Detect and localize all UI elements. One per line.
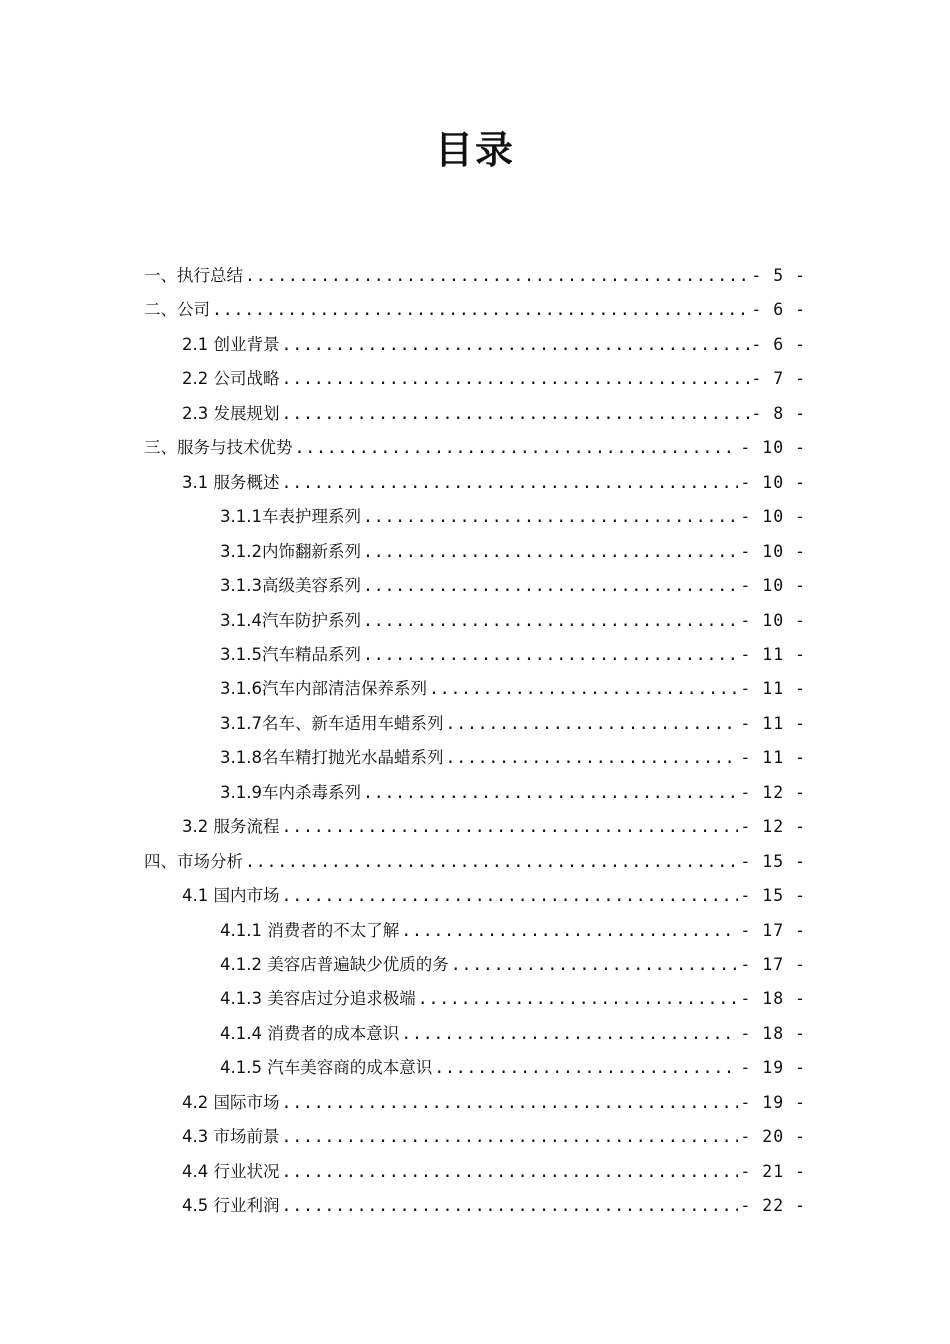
toc-leader-dots	[363, 569, 738, 603]
toc-leader-dots	[445, 741, 738, 775]
toc-entry-label: 4.1.2 美容店普遍缺少优质的务	[220, 955, 449, 974]
toc-entry-label: 4.1.1 消费者的不太了解	[220, 921, 400, 940]
toc-entry-page-number: - 7 -	[751, 369, 806, 388]
toc-entry[interactable]	[182, 1155, 806, 1189]
toc-entry-label: 三、服务与技术优势	[144, 438, 293, 457]
toc-entry[interactable]	[220, 707, 806, 741]
toc-leader-dots	[245, 259, 749, 293]
toc-entry-page-number: - 12 -	[740, 783, 806, 802]
toc-entry[interactable]	[220, 672, 806, 706]
toc-entry-label: 3.1 服务概述	[182, 473, 280, 492]
toc-entry[interactable]	[182, 466, 806, 500]
toc-leader-dots	[429, 672, 738, 706]
toc-leader-dots	[282, 1086, 739, 1120]
toc-leader-dots	[282, 879, 739, 913]
toc-leader-dots	[451, 948, 739, 982]
toc-entry-page-number: - 10 -	[740, 576, 806, 595]
toc-entry[interactable]	[220, 982, 806, 1016]
toc-entry-label: 2.1 创业背景	[182, 335, 280, 354]
toc-entry-label: 3.1.9车内杀毒系列	[220, 783, 361, 802]
toc-entry[interactable]	[144, 845, 806, 879]
toc-entry[interactable]	[220, 535, 806, 569]
toc-entry-label: 四、市场分析	[144, 852, 243, 871]
toc-entry[interactable]	[182, 362, 806, 396]
toc-leader-dots	[212, 293, 749, 327]
toc-entry-label: 4.1.3 美容店过分追求极端	[220, 989, 416, 1008]
toc-entry[interactable]	[182, 1189, 806, 1223]
toc-leader-dots	[282, 397, 750, 431]
toc-entry-label: 二、公司	[144, 300, 210, 319]
toc-leader-dots	[363, 500, 738, 534]
toc-entry-label: 3.1.2内饰翻新系列	[220, 542, 361, 561]
toc-entry-page-number: - 19 -	[740, 1058, 806, 1077]
toc-entry-page-number: - 5 -	[751, 266, 806, 285]
toc-entry[interactable]	[144, 259, 806, 293]
toc-entry-page-number: - 10 -	[740, 611, 806, 630]
toc-entry[interactable]	[182, 810, 806, 844]
toc-entry[interactable]	[220, 948, 806, 982]
toc-entry-page-number: - 10 -	[740, 438, 806, 457]
toc-entry-label: 3.1.6汽车内部清洁保养系列	[220, 679, 427, 698]
toc-entry-label: 4.5 行业利润	[182, 1196, 280, 1215]
toc-entry-page-number: - 10 -	[740, 507, 806, 526]
toc-entry-label: 4.2 国际市场	[182, 1093, 280, 1112]
toc-entry-label: 3.1.5汽车精品系列	[220, 645, 361, 664]
toc-leader-dots	[282, 1120, 739, 1154]
page-title: 目录	[434, 128, 515, 172]
toc-leader-dots	[282, 466, 739, 500]
toc-entry-page-number: - 11 -	[740, 645, 806, 664]
toc-entry-page-number: - 22 -	[740, 1196, 806, 1215]
toc-entry[interactable]	[220, 604, 806, 638]
toc-entry-page-number: - 15 -	[740, 886, 806, 905]
toc-entry-label: 3.1.1车表护理系列	[220, 507, 361, 526]
toc-leader-dots	[401, 1017, 738, 1051]
toc-entry-label: 4.4 行业状况	[182, 1162, 280, 1181]
toc-entry[interactable]	[220, 1017, 806, 1051]
toc-entry-page-number: - 19 -	[740, 1093, 806, 1112]
toc-entry-label: 4.1.5 汽车美容商的成本意识	[220, 1058, 433, 1077]
toc-leader-dots	[445, 707, 738, 741]
toc-entry-label: 4.1 国内市场	[182, 886, 280, 905]
toc-entry[interactable]	[220, 1051, 806, 1085]
toc-leader-dots	[282, 1189, 739, 1223]
toc-leader-dots	[282, 810, 739, 844]
toc-entry-page-number: - 11 -	[740, 714, 806, 733]
toc-leader-dots	[295, 431, 739, 465]
toc-entry-label: 2.2 公司战略	[182, 369, 280, 388]
toc-entry-page-number: - 17 -	[740, 955, 806, 974]
toc-entry[interactable]	[182, 879, 806, 913]
toc-entry-label: 一、执行总结	[144, 266, 243, 285]
toc-entry[interactable]	[220, 776, 806, 810]
toc-entry-page-number: - 12 -	[740, 817, 806, 836]
toc-leader-dots	[363, 604, 738, 638]
toc-entry-page-number: - 8 -	[751, 404, 806, 423]
toc-entry-page-number: - 10 -	[740, 473, 806, 492]
toc-entry[interactable]	[144, 431, 806, 465]
toc-entry[interactable]	[182, 397, 806, 431]
toc-entry[interactable]	[182, 1120, 806, 1154]
toc-entry-label: 3.1.3高级美容系列	[220, 576, 361, 595]
toc-entry-page-number: - 10 -	[740, 542, 806, 561]
toc-entry[interactable]	[182, 1086, 806, 1120]
toc-entry-page-number: - 18 -	[740, 989, 806, 1008]
toc-entry[interactable]	[220, 638, 806, 672]
toc-leader-dots	[363, 535, 738, 569]
toc-entry[interactable]	[220, 500, 806, 534]
toc-entry[interactable]	[220, 914, 806, 948]
toc-entry-page-number: - 6 -	[751, 335, 806, 354]
toc-entry[interactable]	[220, 741, 806, 775]
toc-entry-page-number: - 20 -	[740, 1127, 806, 1146]
toc-entry-label: 2.3 发展规划	[182, 404, 280, 423]
toc-leader-dots	[418, 982, 739, 1016]
toc-entry-label: 3.1.8名车精打抛光水晶蜡系列	[220, 748, 444, 767]
toc-entry-page-number: - 17 -	[740, 921, 806, 940]
toc-leader-dots	[434, 1051, 738, 1085]
toc-entry[interactable]	[144, 293, 806, 327]
toc-entry[interactable]	[220, 569, 806, 603]
toc-entry-label: 3.1.7名车、新车适用车蜡系列	[220, 714, 444, 733]
toc-leader-dots	[363, 776, 738, 810]
toc-leader-dots	[401, 914, 738, 948]
toc-entry-page-number: - 6 -	[751, 300, 806, 319]
toc-leader-dots	[282, 1155, 739, 1189]
toc-entry[interactable]	[182, 328, 806, 362]
toc-entry-label: 3.2 服务流程	[182, 817, 280, 836]
toc-entry-page-number: - 21 -	[740, 1162, 806, 1181]
toc-entry-label: 3.1.4汽车防护系列	[220, 611, 361, 630]
toc-entry-page-number: - 18 -	[740, 1024, 806, 1043]
toc-leader-dots	[245, 845, 738, 879]
toc-leader-dots	[282, 362, 750, 396]
toc-entry-label: 4.3 市场前景	[182, 1127, 280, 1146]
toc-leader-dots	[363, 638, 738, 672]
toc-entry-page-number: - 11 -	[740, 679, 806, 698]
toc-entry-label: 4.1.4 消费者的成本意识	[220, 1024, 400, 1043]
toc-entry-page-number: - 11 -	[740, 748, 806, 767]
toc-entry-page-number: - 15 -	[740, 852, 806, 871]
toc-leader-dots	[282, 328, 750, 362]
